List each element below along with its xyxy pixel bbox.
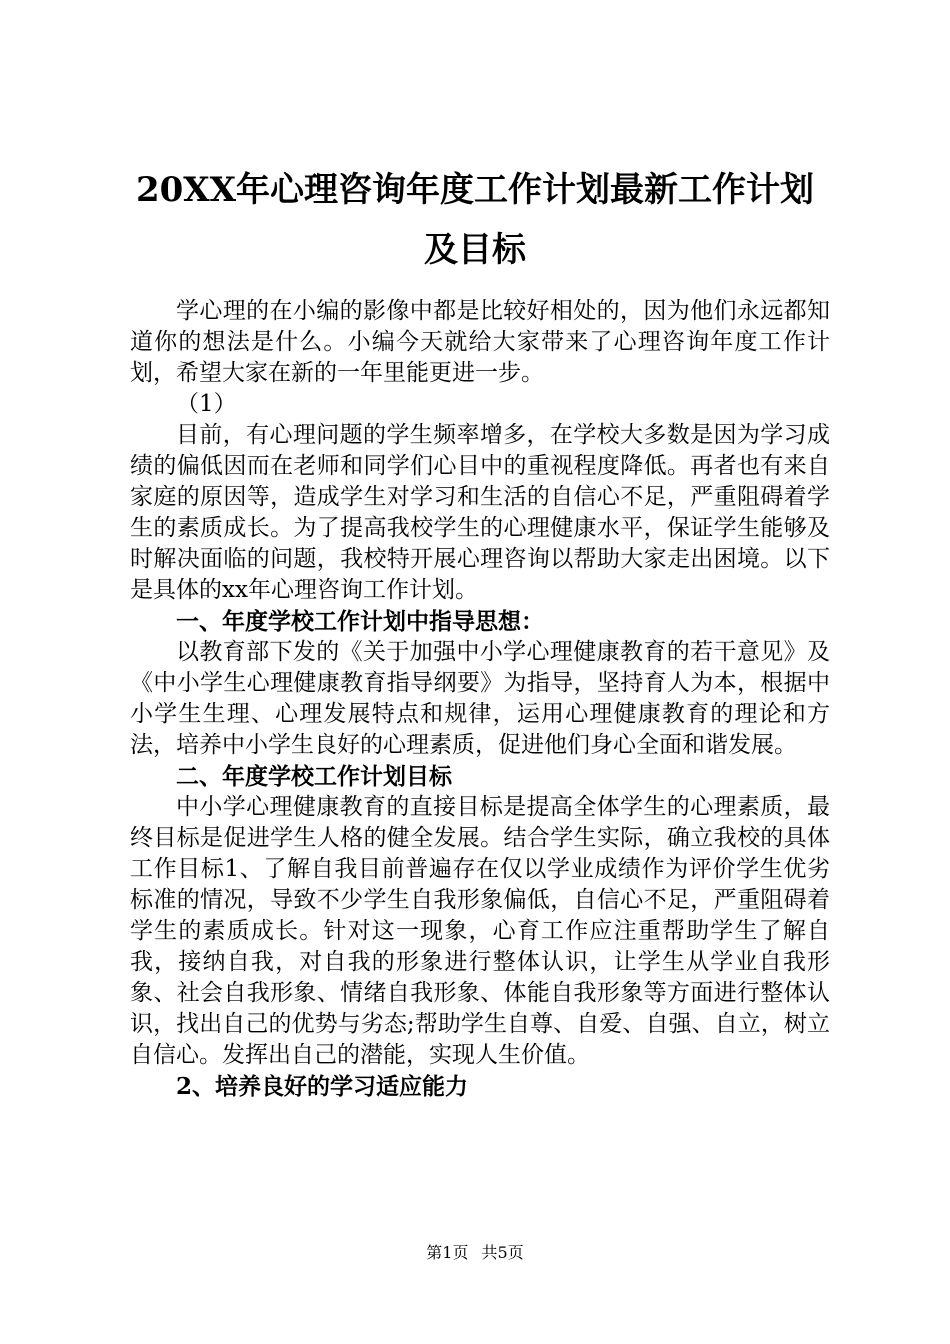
section-number: （1） (176, 391, 237, 417)
section-heading-goals: 二、年度学校工作计划目标 (176, 763, 452, 790)
page-number: 第1页 (426, 1243, 469, 1262)
goals-paragraph: 中小学心理健康教育的直接目标是提高全体学生的心理素质，最终目标是促进学生人格的健全发展。结合学生实际，确立我校的具体工作目标1、了解自我目前普遍存在仅以学业成绩作为评价学生优劣标准的情况，导致不少学生自我形象偏低，自信心不足，严重阻碍着学生的素质成长。针对这一现象，心育工作应注重帮助学生了解自我，接纳自我，对自我的形象进行整体认识，让学生从学业自我形象、社会自我形象、情绪自我形象、体能自我形象等方面进行整体认识，找出自己的优势与劣态;帮助学生自尊、自爱、自强、自立，树立自信心。发挥出自己的潜能，实现人生价值。 (130, 794, 830, 1068)
background-paragraph: 目前，有心理问题的学生频率增多，在学校大多数是因为学习成绩的偏低因而在老师和同学们心目中的重视程度降低。再者也有来自家庭的原因等，造成学生对学习和生活的自信心不足，严重阻碍着学生的素质成长。为了提高我校学生的心理健康水平，保证学生能够及时解决面临的问题，我校特开展心理咨询以帮助大家走出困境。以下是具体的xx年心理咨询工作计划。 (130, 422, 830, 603)
page-footer (0, 1243, 950, 1263)
title-line-2: 及目标 (424, 230, 526, 270)
subsection-heading-learning-adaptation: 2、培养良好的学习适应能力 (176, 1073, 469, 1100)
document-title (100, 160, 850, 280)
page-count: 共5页 (481, 1243, 524, 1262)
section-heading-guiding-thought: 一、年度学校工作计划中指导思想： (176, 608, 544, 635)
intro-paragraph: 学心理的在小编的影像中都是比较好相处的，因为他们永远都知道你的想法是什么。小编今天就给大家带来了心理咨询年度工作计划，希望大家在新的一年里能更进一步。 (130, 298, 830, 386)
guiding-thought-paragraph: 以教育部下发的《关于加强中小学心理健康教育的若干意见》及《中小学生心理健康教育指导纲要》为指导，坚持育人为本，根据中小学生生理、心理发展特点和规律，运用心理健康教育的理论和方法，培养中小学生良好的心理素质，促进他们身心全面和谐发展。 (130, 639, 830, 758)
title-line-1: 20XX年心理咨询年度工作计划最新工作计划 (135, 170, 815, 210)
document-body (130, 296, 830, 1102)
